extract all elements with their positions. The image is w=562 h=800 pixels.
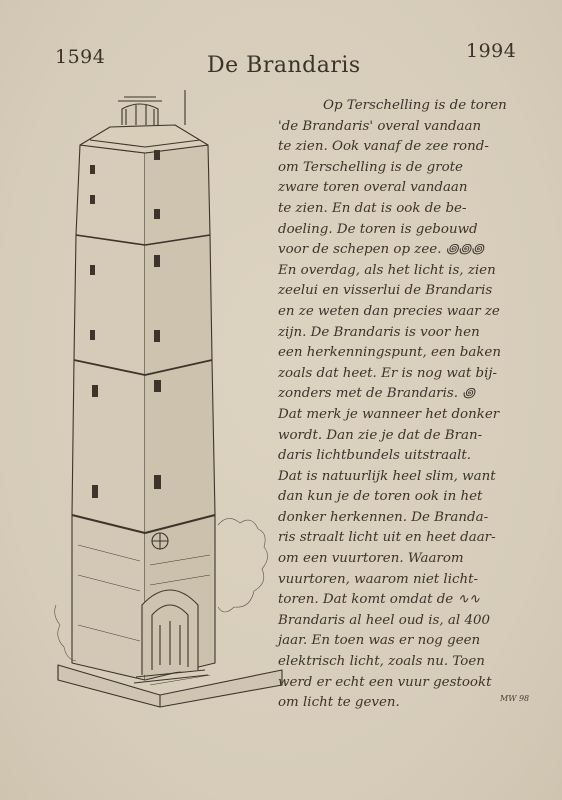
text-line: vuurtoren, waarom niet licht- — [278, 571, 479, 587]
text-line: zijn. De Brandaris is voor hen — [278, 324, 480, 340]
text-line: voor de schepen op zee. ꩜꩜꩜ — [278, 242, 484, 258]
text-line: dan kun je de toren ook in het — [278, 489, 483, 505]
text-line: Dat merk je wanneer het donker — [278, 406, 500, 422]
text-line: zonders met de Brandaris. ꩜ — [278, 386, 475, 402]
text-line: te zien. En dat is ook de be- — [278, 200, 467, 216]
lighthouse-drawing — [50, 85, 285, 710]
text-line: te zien. Ook vanaf de zee rond- — [278, 139, 489, 155]
text-line: Dat is natuurlijk heel slim, want — [278, 468, 496, 484]
text-line: elektrisch licht, zoals nu. Toen — [278, 654, 485, 670]
text-line: doeling. De toren is gebouwd — [278, 221, 478, 237]
text-line: donker herkennen. De Branda- — [278, 509, 489, 525]
text-line: toren. Dat komt omdat de ∿∿ — [278, 592, 480, 608]
text-line: En overdag, als het licht is, zien — [278, 262, 496, 278]
text-line: wordt. Dan zie je dat de Bran- — [278, 427, 483, 443]
text-line: zoals dat heet. Er is nog wat bij- — [278, 365, 498, 381]
text-line: Op Terschelling is de toren — [323, 98, 507, 113]
text-line: 'de Brandaris' overal vandaan — [278, 118, 482, 134]
artist-signature: MW 98 — [500, 694, 530, 703]
text-line: om een vuurtoren. Waarom — [278, 551, 464, 567]
text-line: daris lichtbundels uitstraalt. — [278, 448, 471, 464]
text-line: en ze weten dan precies waar ze — [278, 303, 500, 319]
page-title: De Brandaris — [207, 53, 361, 78]
year-right: 1994 — [466, 40, 517, 62]
text-line: jaar. En toen was er nog geen — [278, 633, 481, 649]
year-left: 1594 — [55, 46, 106, 68]
text-line: werd er echt een vuur gestookt — [278, 674, 492, 690]
story-text — [278, 96, 540, 714]
text-line: Brandaris al heel oud is, al 400 — [278, 612, 491, 628]
text-line: een herkenningspunt, een baken — [278, 345, 501, 361]
text-line: zware toren overal vandaan — [278, 180, 468, 196]
text-line: ris straalt licht uit en heet daar- — [278, 530, 496, 546]
text-line: om Terschelling is de grote — [278, 159, 463, 175]
text-line: zeelui en visserlui de Brandaris — [278, 283, 493, 299]
text-line: om licht te geven. — [278, 695, 400, 711]
